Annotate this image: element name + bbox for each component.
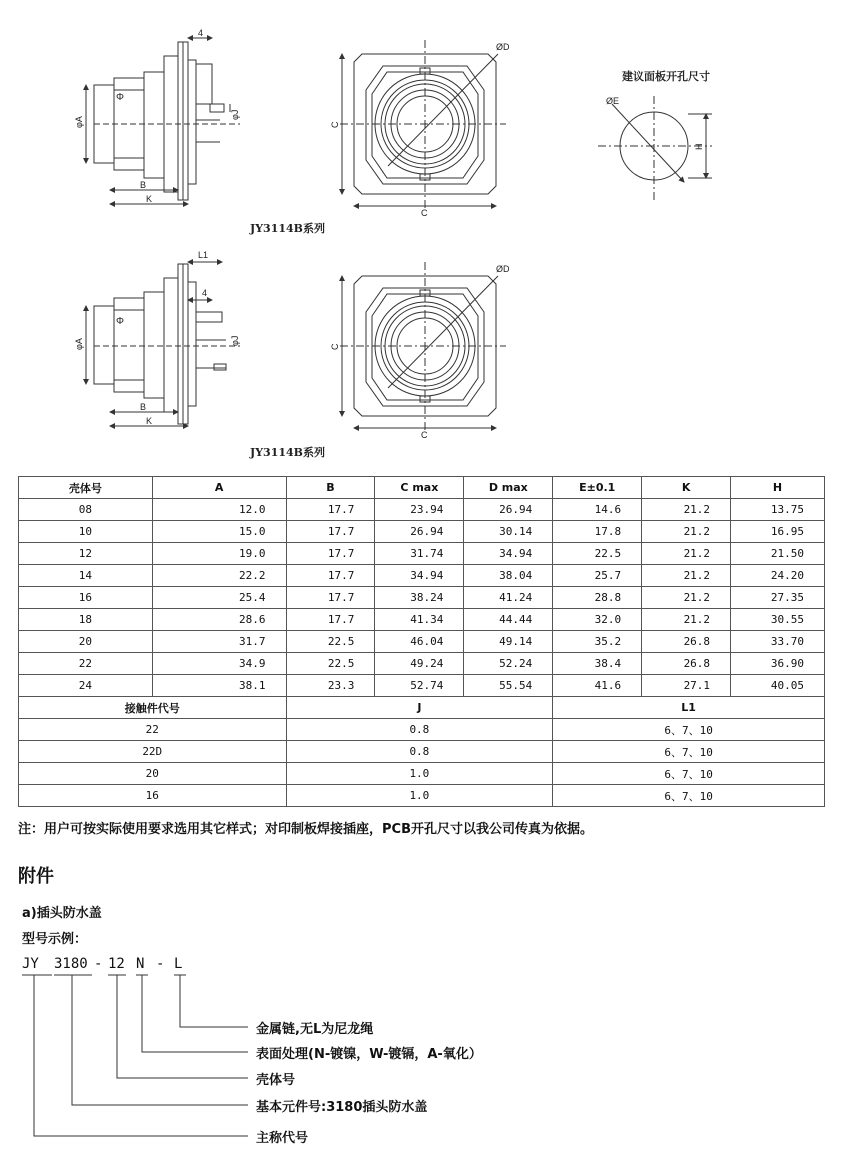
cell-value: 26.94 (464, 499, 553, 521)
header-J: J (286, 697, 553, 719)
cell-value: 28.6 (152, 609, 286, 631)
cell-value: 24.20 (731, 565, 825, 587)
side-view-1 (86, 38, 240, 204)
contact-row (19, 719, 825, 741)
legend-chain: 金属链,无L为尼龙绳 (256, 1022, 374, 1037)
cell-value: 21.2 (642, 543, 731, 565)
cell-value: 49.14 (464, 631, 553, 653)
cell-contact-code: 22D (19, 741, 287, 763)
cell-shell-size: 10 (19, 521, 153, 543)
cell-value: 19.0 (152, 543, 286, 565)
cell-value: 21.50 (731, 543, 825, 565)
table-row (19, 521, 825, 543)
cell-value: 22.5 (286, 631, 375, 653)
cell-value: 27.1 (642, 675, 731, 697)
dim-C-vertical-label-2: C (330, 343, 340, 350)
code-dash-2: - (156, 956, 165, 972)
technical-drawings (0, 0, 850, 470)
cell-value: 21.2 (642, 609, 731, 631)
side-view-2 (86, 262, 240, 426)
cell-contact-code: 16 (19, 785, 287, 807)
cell-value: 17.7 (286, 565, 375, 587)
cell-value: 27.35 (731, 587, 825, 609)
cell-value: 32.0 (553, 609, 642, 631)
dim-phiA-label-2: φA (74, 338, 84, 350)
dim-C-vertical-label: C (330, 121, 340, 128)
dimension-table (18, 476, 825, 807)
header-E: E±0.1 (553, 477, 642, 499)
cell-contact-code: 20 (19, 763, 287, 785)
cell-value: 46.04 (375, 631, 464, 653)
cell-J: 0.8 (286, 741, 553, 763)
header-C-max: C max (375, 477, 464, 499)
cell-L1: 6、7、10 (553, 763, 825, 785)
cell-value: 21.2 (642, 565, 731, 587)
cell-value: 40.05 (731, 675, 825, 697)
cell-value: 41.24 (464, 587, 553, 609)
cell-value: 52.24 (464, 653, 553, 675)
cell-value: 23.3 (286, 675, 375, 697)
contact-row (19, 763, 825, 785)
accessory-item: a)插头防水盖 (22, 906, 102, 921)
table-row (19, 609, 825, 631)
cell-value: 21.2 (642, 521, 731, 543)
cell-value: 26.94 (375, 521, 464, 543)
table-row (19, 499, 825, 521)
cell-value: 13.75 (731, 499, 825, 521)
panel-title: 建议面板开孔尺寸 (622, 71, 710, 83)
cell-value: 17.7 (286, 499, 375, 521)
dim-phiD-label: ØD (496, 42, 510, 52)
theta-symbol: Φ (116, 92, 124, 103)
cell-value: 34.94 (375, 565, 464, 587)
cell-value: 41.6 (553, 675, 642, 697)
theta-symbol-2: Φ (116, 316, 124, 327)
cell-J: 1.0 (286, 763, 553, 785)
cell-J: 0.8 (286, 719, 553, 741)
cell-value: 25.7 (553, 565, 642, 587)
table-row (19, 653, 825, 675)
cell-value: 22.5 (286, 653, 375, 675)
dim-H-label: H (694, 143, 704, 150)
dim-phiD-label-2: ØD (496, 264, 510, 274)
code-part-basic: 3180 (54, 956, 88, 972)
cell-value: 25.4 (152, 587, 286, 609)
code-part-shell: 12 (108, 956, 125, 972)
header-A: A (152, 477, 286, 499)
dim-L1-label: L1 (198, 250, 209, 260)
cell-shell-size: 08 (19, 499, 153, 521)
example-label: 型号示例： (22, 932, 88, 947)
dim-phiJ-label-2: φJ (230, 335, 240, 346)
cell-value: 31.7 (152, 631, 286, 653)
cell-value: 22.2 (152, 565, 286, 587)
legend-basic: 基本元件号:3180插头防水盖 (256, 1100, 428, 1115)
cell-value: 41.34 (375, 609, 464, 631)
cell-shell-size: 24 (19, 675, 153, 697)
cell-shell-size: 18 (19, 609, 153, 631)
dim-C-horizontal-label-2: C (421, 430, 428, 440)
header-D-max: D max (464, 477, 553, 499)
cell-value: 36.90 (731, 653, 825, 675)
cell-value: 55.54 (464, 675, 553, 697)
contact-row (19, 741, 825, 763)
dim-4-label: 4 (198, 28, 204, 38)
cell-value: 14.6 (553, 499, 642, 521)
cell-value: 15.0 (152, 521, 286, 543)
dim-K-label-2: K (146, 416, 153, 426)
cell-contact-code: 22 (19, 719, 287, 741)
series-caption-1: JY3114B系列 (250, 222, 325, 235)
dim-K-label: K (146, 194, 153, 204)
cell-value: 38.4 (553, 653, 642, 675)
cell-value: 31.74 (375, 543, 464, 565)
legend-finish: 表面处理(N-镀镍，W-镀镉，A-氧化） (256, 1047, 482, 1062)
table-row (19, 543, 825, 565)
accessory-heading: 附件 (18, 866, 54, 887)
legend-shell: 壳体号 (256, 1073, 296, 1088)
cell-shell-size: 12 (19, 543, 153, 565)
cell-value: 28.8 (553, 587, 642, 609)
cell-value: 44.44 (464, 609, 553, 631)
cell-value: 26.8 (642, 653, 731, 675)
cell-L1: 6、7、10 (553, 719, 825, 741)
series-caption-2: JY3114B系列 (250, 446, 325, 459)
code-part-finish: N (136, 956, 145, 972)
table-row (19, 675, 825, 697)
cell-value: 34.9 (152, 653, 286, 675)
contact-header-row (19, 697, 825, 719)
code-part-chain: L (174, 956, 183, 972)
cell-value: 12.0 (152, 499, 286, 521)
cell-value: 17.7 (286, 609, 375, 631)
cell-value: 35.2 (553, 631, 642, 653)
legend-main: 主称代号 (256, 1131, 309, 1146)
cell-L1: 6、7、10 (553, 741, 825, 763)
cell-L1: 6、7、10 (553, 785, 825, 807)
cell-value: 30.14 (464, 521, 553, 543)
header-shell-size: 壳体号 (19, 477, 153, 499)
cell-J: 1.0 (286, 785, 553, 807)
header-K: K (642, 477, 731, 499)
header-H: H (731, 477, 825, 499)
cell-value: 38.1 (152, 675, 286, 697)
cell-shell-size: 16 (19, 587, 153, 609)
front-view-1 (340, 40, 506, 210)
cell-value: 38.04 (464, 565, 553, 587)
code-part-main: JY (22, 956, 39, 972)
table-row (19, 631, 825, 653)
dim-B-label-2: B (140, 402, 147, 412)
dim-phiE-label: ØE (606, 96, 620, 106)
cell-value: 17.7 (286, 521, 375, 543)
header-contact-code: 接触件代号 (19, 697, 287, 719)
cell-value: 17.7 (286, 587, 375, 609)
cell-value: 52.74 (375, 675, 464, 697)
cell-value: 49.24 (375, 653, 464, 675)
dim-4-label-2: 4 (202, 288, 208, 298)
dim-phiJ-label: φJ (230, 109, 240, 120)
cell-value: 21.2 (642, 587, 731, 609)
cell-value: 33.70 (731, 631, 825, 653)
cell-value: 16.95 (731, 521, 825, 543)
dim-B-label: B (140, 180, 147, 190)
cell-value: 30.55 (731, 609, 825, 631)
table-header-row (19, 477, 825, 499)
cell-value: 17.8 (553, 521, 642, 543)
dim-phiA-label: φA (74, 116, 84, 128)
header-B: B (286, 477, 375, 499)
header-L1: L1 (553, 697, 825, 719)
cell-value: 22.5 (553, 543, 642, 565)
table-row (19, 587, 825, 609)
footnote: 注：用户可按实际使用要求选用其它样式；对印制板焊接插座，PCB开孔尺寸以我公司传真为依据。 (18, 822, 593, 837)
cell-value: 23.94 (375, 499, 464, 521)
contact-row (19, 785, 825, 807)
cell-value: 34.94 (464, 543, 553, 565)
table-row (19, 565, 825, 587)
dim-C-horizontal-label: C (421, 208, 428, 218)
cell-shell-size: 20 (19, 631, 153, 653)
cell-value: 26.8 (642, 631, 731, 653)
cell-value: 21.2 (642, 499, 731, 521)
front-view-2 (340, 262, 506, 432)
cell-value: 17.7 (286, 543, 375, 565)
cell-value: 38.24 (375, 587, 464, 609)
code-dash-1: - (94, 956, 103, 972)
cell-shell-size: 22 (19, 653, 153, 675)
cell-shell-size: 14 (19, 565, 153, 587)
